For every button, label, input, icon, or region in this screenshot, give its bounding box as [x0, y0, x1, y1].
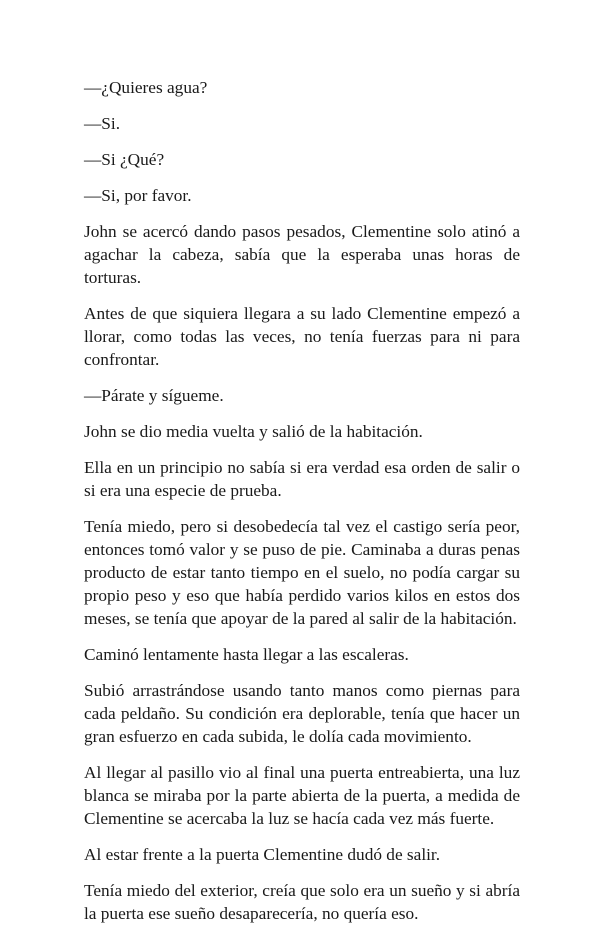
paragraph: John se acercó dando pasos pesados, Clementine solo atinó a agachar la cabeza, sabía que la esperaba unas horas de torturas. [84, 222, 520, 287]
dialogue-line: —Si ¿Qué? [84, 150, 165, 169]
paragraph: Tenía miedo del exterior, creía que solo era un sueño y si abría la puerta ese sueño desaparecería, no quería eso. [84, 881, 520, 923]
paragraph: Caminó lentamente hasta llegar a las escaleras. [84, 645, 409, 664]
paragraph: Antes de que siquiera llegara a su lado Clementine empezó a llorar, como todas las veces, no tenía fuerzas para ni para confrontar. [84, 304, 520, 369]
dialogue-line: —Párate y sígueme. [84, 386, 224, 405]
dialogue-line: —Si. [84, 114, 121, 133]
paragraph: Subió arrastrándose usando tanto manos como piernas para cada peldaño. Su condición era deplorable, tenía que hacer un gran esfuerzo en cada subida, le dolía cada movimiento. [84, 681, 520, 746]
dialogue-line: —¿Quieres agua? [84, 78, 208, 97]
page-text [84, 76, 520, 938]
paragraph: Ella en un principio no sabía si era verdad esa orden de salir o si era una especie de prueba. [84, 458, 520, 500]
paragraph: Al llegar al pasillo vio al final una puerta entreabierta, una luz blanca se miraba por la parte abierta de la puerta, a medida de Clementine se acercaba la luz se hacía cada vez más fuerte. [84, 763, 520, 828]
dialogue-line: —Si, por favor. [84, 186, 192, 205]
paragraph: Tenía miedo, pero si desobedecía tal vez el castigo sería peor, entonces tomó valor y se puso de pie. Caminaba a duras penas producto de estar tanto tiempo en el suelo, no podía cargar su propio peso y eso que había perdido varios kilos en estos dos meses, se tenía que apoyar de la pared al salir de la habitación. [84, 517, 520, 628]
paragraph: Al estar frente a la puerta Clementine dudó de salir. [84, 845, 441, 864]
paragraph: John se dio media vuelta y salió de la habitación. [84, 422, 423, 441]
